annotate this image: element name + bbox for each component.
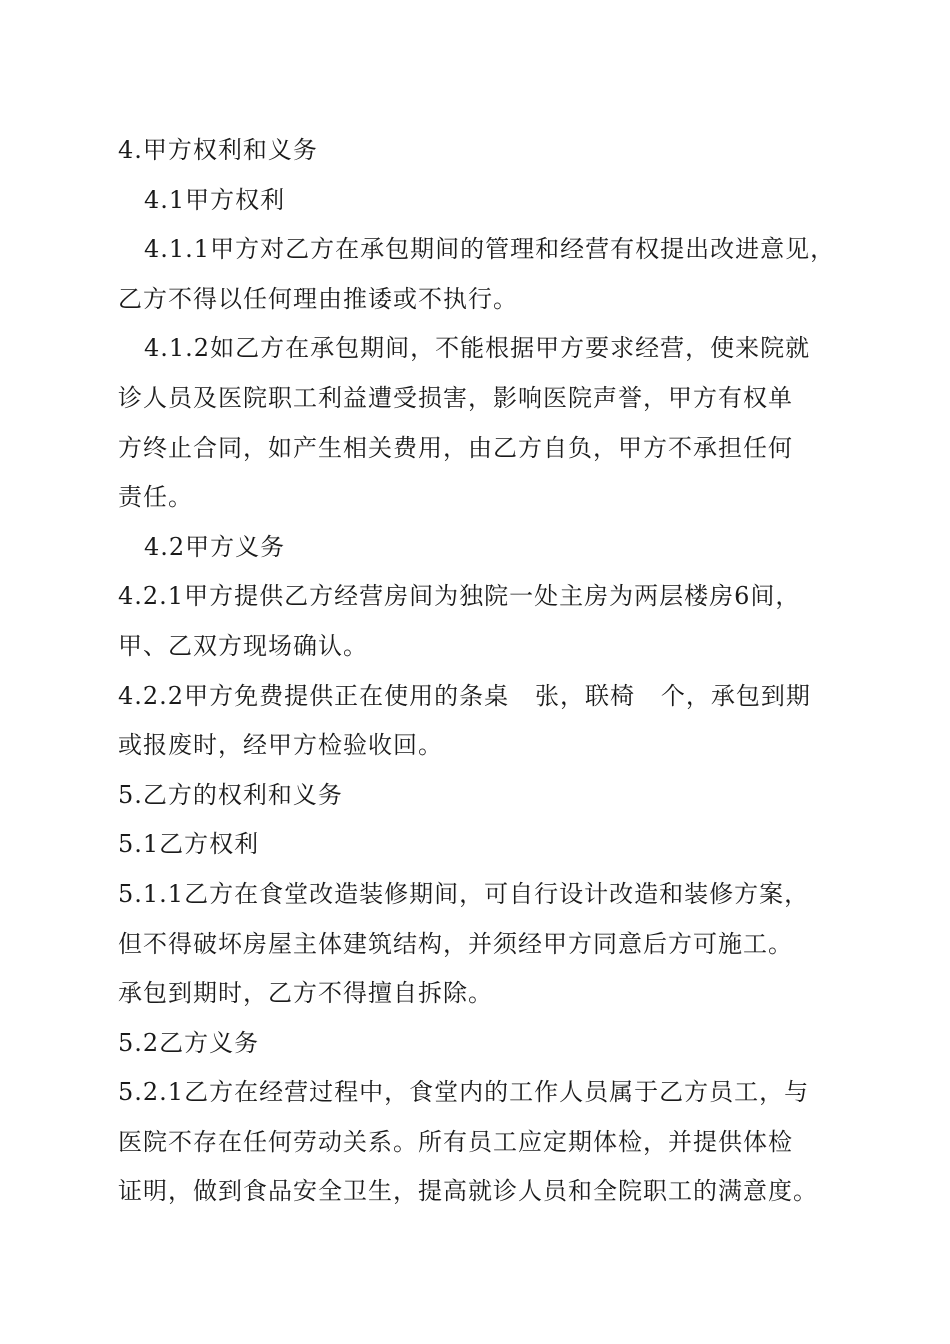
document-body [118, 126, 838, 1217]
section-heading-5: 5.乙方的权利和义务 [118, 780, 343, 809]
clause-5-2-1: 5.2.1乙方在经营过程中，食堂内的工作人员属于乙方员工，与 [118, 1078, 810, 1107]
clause-text-line: 方终止合同，如产生相关费用，由乙方自负，甲方不承担任何 [118, 433, 793, 462]
clause-4-1-1: 4.1.1甲方对乙方在承包期间的管理和经营有权提出改进意见， [144, 235, 836, 264]
clause-text-line: 证明，做到食品安全卫生，提高就诊人员和全院职工的满意度。 [118, 1177, 818, 1206]
clause-4-2-2: 4.2.2甲方免费提供正在使用的条桌 张，联椅 个，承包到期 [118, 681, 811, 710]
clause-text-line: 乙方不得以任何理由推诿或不执行。 [118, 284, 518, 313]
clause-5-1-1: 5.1.1乙方在食堂改造装修期间，可自行设计改造和装修方案， [118, 879, 810, 908]
clause-4-1-2: 4.1.2如乙方在承包期间，不能根据甲方要求经营，使来院就 [144, 334, 811, 363]
subsection-heading-5-1: 5.1乙方权利 [118, 830, 260, 859]
clause-text-line: 诊人员及医院职工利益遭受损害，影响医院声誉，甲方有权单 [118, 383, 793, 412]
clause-text-line: 承包到期时，乙方不得擅自拆除。 [118, 979, 493, 1008]
subsection-heading-4-2: 4.2甲方义务 [144, 532, 286, 561]
subsection-heading-4-1: 4.1甲方权利 [144, 185, 286, 214]
subsection-heading-5-2: 5.2乙方义务 [118, 1028, 260, 1057]
clause-4-2-1: 4.2.1甲方提供乙方经营房间为独院一处主房为两层楼房6间， [118, 582, 801, 611]
clause-text-line: 甲、乙双方现场确认。 [118, 631, 368, 660]
section-heading-4: 4.甲方权利和义务 [118, 136, 318, 164]
clause-text-line: 或报废时，经甲方检验收回。 [118, 731, 443, 760]
clause-text-line: 责任。 [118, 483, 193, 512]
clause-text-line: 医院不存在任何劳动关系。所有员工应定期体检，并提供体检 [118, 1127, 793, 1156]
clause-text-line: 但不得破坏房屋主体建筑结构，并须经甲方同意后方可施工。 [118, 929, 793, 958]
